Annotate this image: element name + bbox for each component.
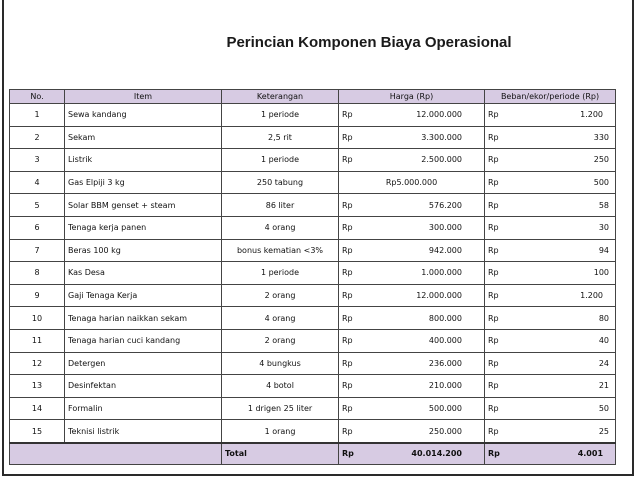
row-beban-value: 80 [515,307,616,330]
row-item: Listrik [65,149,222,172]
row-number: 10 [10,307,65,330]
row-beban-currency: Rp [485,307,515,330]
row-beban-currency: Rp [485,194,515,217]
row-keterangan: 1 orang [222,420,339,443]
table-row [10,375,616,398]
table-row [10,239,616,262]
row-harga-currency: Rp [339,216,369,239]
header-keterangan: Keterangan [222,90,339,104]
row-number: 2 [10,126,65,149]
row-keterangan: 1 periode [222,262,339,285]
row-harga-currency: Rp [339,104,369,127]
table-row [10,284,616,307]
table-row [10,149,616,172]
table-row [10,420,616,443]
row-harga-value: 12.000.000 [369,284,485,307]
table-row [10,171,616,194]
row-harga-value: 250.000 [369,420,485,443]
table-row [10,307,616,330]
row-beban-currency: Rp [485,420,515,443]
row-number: 11 [10,329,65,352]
row-beban-value: 1.200 [515,104,616,127]
row-harga-currency: Rp [339,307,369,330]
row-keterangan: 4 orang [222,216,339,239]
row-number: 8 [10,262,65,285]
row-harga-value: 2.500.000 [369,149,485,172]
total-beban-currency: Rp [485,443,515,465]
table-row [10,126,616,149]
total-label: Total [222,443,339,465]
row-keterangan: 250 tabung [222,171,339,194]
row-harga-currency: Rp [339,352,369,375]
row-harga-currency: Rp [339,262,369,285]
row-number: 7 [10,239,65,262]
total-row [10,443,616,465]
table-header-row [10,90,616,104]
row-keterangan: 1 drigen 25 liter [222,397,339,420]
row-beban-value: 250 [515,149,616,172]
row-keterangan: 4 orang [222,307,339,330]
row-beban-value: 58 [515,194,616,217]
row-beban-value: 330 [515,126,616,149]
row-harga-currency: Rp [339,397,369,420]
row-beban-currency: Rp [485,239,515,262]
row-beban-value: 21 [515,375,616,398]
row-number: 12 [10,352,65,375]
row-keterangan: 86 liter [222,194,339,217]
row-beban-currency: Rp [485,284,515,307]
row-item: Teknisi listrik [65,420,222,443]
row-beban-value: 50 [515,397,616,420]
row-beban-value: 25 [515,420,616,443]
row-harga-value: 300.000 [369,216,485,239]
table-row [10,352,616,375]
row-beban-currency: Rp [485,126,515,149]
row-number: 3 [10,149,65,172]
row-number: 6 [10,216,65,239]
table-row [10,262,616,285]
row-harga-currency: Rp [339,375,369,398]
row-number: 13 [10,375,65,398]
row-keterangan: 4 bungkus [222,352,339,375]
row-beban-value: 94 [515,239,616,262]
row-keterangan: 1 periode [222,104,339,127]
row-beban-value: 24 [515,352,616,375]
row-beban-currency: Rp [485,262,515,285]
row-number: 4 [10,171,65,194]
table-row [10,104,616,127]
row-keterangan: 2 orang [222,284,339,307]
row-keterangan: 2,5 rit [222,126,339,149]
row-item: Solar BBM genset + steam [65,194,222,217]
row-item: Detergen [65,352,222,375]
table-row [10,397,616,420]
row-beban-currency: Rp [485,352,515,375]
row-number: 5 [10,194,65,217]
row-keterangan: 1 periode [222,149,339,172]
row-harga-currency: Rp [339,284,369,307]
row-keterangan: bonus kematian <3% [222,239,339,262]
page-title: Perincian Komponen Biaya Operasional [226,34,512,51]
row-keterangan: 4 botol [222,375,339,398]
row-number: 15 [10,420,65,443]
table-row [10,216,616,239]
total-empty-cell [10,443,222,465]
row-item: Tenaga harian naikkan sekam [65,307,222,330]
row-harga-value: 400.000 [369,329,485,352]
table-row [10,194,616,217]
row-item: Desinfektan [65,375,222,398]
row-item: Sewa kandang [65,104,222,127]
row-keterangan: 2 orang [222,329,339,352]
row-item: Tenaga harian cuci kandang [65,329,222,352]
row-harga-value: 942.000 [369,239,485,262]
row-beban-value: 30 [515,216,616,239]
header-no: No. [10,90,65,104]
row-harga-value: 800.000 [369,307,485,330]
row-harga-value: 12.000.000 [369,104,485,127]
row-harga-value: 576.200 [369,194,485,217]
row-item: Kas Desa [65,262,222,285]
row-beban-currency: Rp [485,397,515,420]
row-item: Sekam [65,126,222,149]
row-harga-currency: Rp [339,194,369,217]
row-item: Formalin [65,397,222,420]
row-beban-currency: Rp [485,171,515,194]
row-beban-currency: Rp [485,375,515,398]
header-harga: Harga (Rp) [339,90,485,104]
row-harga-merged: Rp5.000.000 [339,171,485,194]
row-beban-value: 100 [515,262,616,285]
row-beban-currency: Rp [485,216,515,239]
header-item: Item [65,90,222,104]
row-harga-value: 3.300.000 [369,126,485,149]
row-number: 1 [10,104,65,127]
row-harga-currency: Rp [339,149,369,172]
table-row [10,329,616,352]
cost-table [9,89,616,465]
row-harga-value: 1.000.000 [369,262,485,285]
table-body [10,104,616,443]
total-harga-currency: Rp [339,443,369,465]
total-beban-value: 4.001 [515,443,616,465]
row-item: Gas Elpiji 3 kg [65,171,222,194]
row-harga-value: 210.000 [369,375,485,398]
row-item: Tenaga kerja panen [65,216,222,239]
row-item: Gaji Tenaga Kerja [65,284,222,307]
row-harga-currency: Rp [339,420,369,443]
total-harga-value: 40.014.200 [369,443,485,465]
row-beban-currency: Rp [485,329,515,352]
row-harga-value: 236.000 [369,352,485,375]
row-harga-currency: Rp [339,329,369,352]
row-number: 14 [10,397,65,420]
row-item: Beras 100 kg [65,239,222,262]
row-harga-currency: Rp [339,239,369,262]
row-harga-value: 500.000 [369,397,485,420]
row-harga-currency: Rp [339,126,369,149]
header-beban: Beban/ekor/periode (Rp) [485,90,616,104]
row-beban-currency: Rp [485,149,515,172]
row-number: 9 [10,284,65,307]
row-beban-value: 1.200 [515,284,616,307]
row-beban-value: 40 [515,329,616,352]
row-beban-value: 500 [515,171,616,194]
row-beban-currency: Rp [485,104,515,127]
